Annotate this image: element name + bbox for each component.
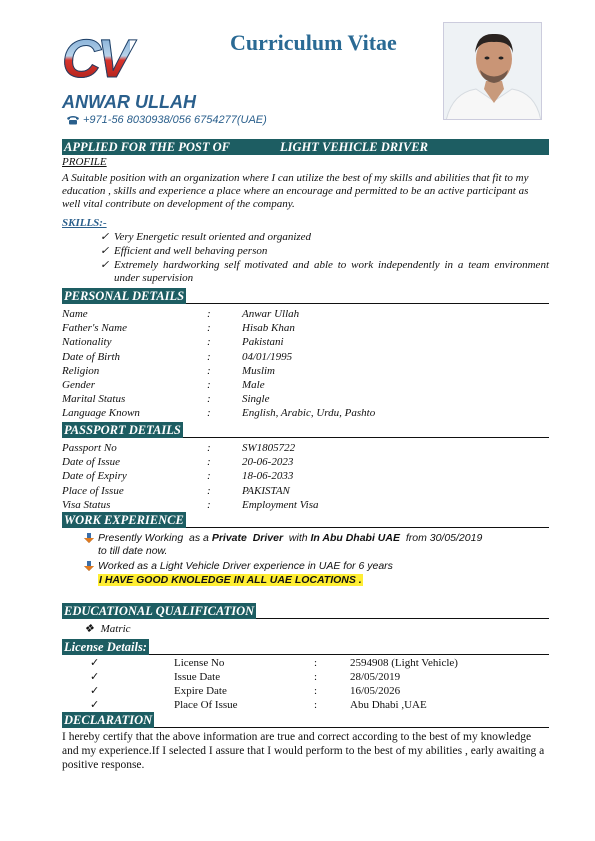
table-row: Date of Expiry : 18-06-2033 <box>62 470 294 483</box>
check-icon: ✓ <box>100 231 110 243</box>
education-section-header <box>62 603 549 619</box>
table-row: Place of Issue : PAKISTAN <box>62 484 290 497</box>
profile-photo <box>443 22 542 120</box>
list-item: ✓ Extremely hardworking self motivated and able to work independently in a team environment under supervision <box>100 259 549 284</box>
cv-logo: CV <box>62 29 130 89</box>
check-icon: ✓ <box>90 671 100 683</box>
license-heading: License Details: <box>64 640 147 654</box>
work-heading: WORK EXPERIENCE <box>64 513 184 527</box>
check-icon: ✓ <box>90 657 100 669</box>
divider <box>183 437 549 438</box>
post-value: LIGHT VEHICLE DRIVER <box>280 139 428 154</box>
candidate-name: ANWAR ULLAH <box>62 92 196 112</box>
list-item: Matric <box>100 623 131 635</box>
table-row: Date of Birth : 04/01/1995 <box>62 350 293 363</box>
license-section-header <box>62 639 549 655</box>
diamond-bullet-icon: ❖ <box>84 623 94 635</box>
divider <box>149 654 549 655</box>
profile-heading: PROFILE <box>62 156 107 168</box>
post-label: APPLIED FOR THE POST OF <box>64 139 230 154</box>
table-row: ✓ Expire Date : 16/05/2026 <box>62 684 549 698</box>
list-item: Worked as a Light Vehicle Driver experience in UAE for 6 years <box>84 560 549 573</box>
personal-details <box>62 307 549 421</box>
table-row: Marital Status : Single <box>62 393 270 406</box>
work-list <box>84 532 549 573</box>
table-row: Name : Anwar Ullah <box>62 308 300 320</box>
check-icon: ✓ <box>90 699 100 711</box>
table-row: Religion : Muslim <box>62 364 275 377</box>
divider <box>256 618 549 619</box>
education-list <box>84 622 131 635</box>
arrow-bullet-icon <box>84 533 94 543</box>
table-row: Passport No : SW1805722 <box>62 442 296 454</box>
skills-heading: SKILLS:- <box>62 217 107 229</box>
phone-line <box>66 114 267 126</box>
arrow-bullet-icon <box>84 561 94 571</box>
telephone-icon <box>66 115 80 125</box>
highlight-note: I HAVE GOOD KNOLEDGE IN ALL UAE LOCATIONS . <box>99 574 362 586</box>
declaration-section-header <box>62 712 549 728</box>
table-row: Date of Issue : 20-06-2023 <box>62 456 294 469</box>
table-row: Visa Status : Employment Visa <box>62 498 319 511</box>
license-details <box>62 656 549 712</box>
passport-section-header <box>62 422 549 438</box>
list-item: ✓ Efficient and well behaving person <box>100 245 268 257</box>
table-row: ✓ Issue Date : 28/05/2019 <box>62 670 549 684</box>
divider <box>186 527 549 528</box>
personal-heading: PERSONAL DETAILS <box>64 289 185 303</box>
table-row: ✓ Place Of Issue : Abu Dhabi ,UAE <box>62 698 549 712</box>
divider <box>186 303 549 304</box>
list-item: ✓ Very Energetic result oriented and organized <box>100 231 312 243</box>
education-heading: EDUCATIONAL QUALIFICATION <box>64 604 255 618</box>
profile-text: A Suitable position with an organization where I can utilize the best of my skills and abilities that fit to my education , skills and experience a place where an encourage and permitted to be an active participant as well vital contribute on development of the company. <box>62 172 529 210</box>
page-title: Curriculum Vitae <box>230 30 397 55</box>
check-icon: ✓ <box>100 245 110 257</box>
declaration-text: I hereby certify that the above information are true and correct according to the best of my knowledge and my experience.If I selected I assure that I would perform to the best of my abilities , early awaiting a positive response. <box>62 731 545 771</box>
list-item: Presently Working as a Private Driver with In Abu Dhabi UAE from 30/05/2019 to till date now. <box>84 532 549 558</box>
table-row: Language Known : English, Arabic, Urdu, Pashto <box>62 407 376 420</box>
table-row: Nationality : Pakistani <box>62 336 284 349</box>
table-row: Gender : Male <box>62 379 265 392</box>
post-bar <box>62 139 549 155</box>
declaration-heading: DECLARATION <box>64 713 153 727</box>
passport-heading: PASSPORT DETAILS <box>64 423 181 437</box>
phone-number: +971-56 8030938/056 6754277(UAE) <box>83 114 267 126</box>
check-icon: ✓ <box>90 685 100 697</box>
check-icon: ✓ <box>100 259 110 271</box>
divider <box>154 727 549 728</box>
passport-details <box>62 441 549 512</box>
work-section-header <box>62 512 549 528</box>
table-row: ✓ License No : 2594908 (Light Vehicle) <box>62 656 549 670</box>
skills-list <box>100 231 549 285</box>
table-row: Father's Name : Hisab Khan <box>62 322 295 335</box>
personal-section-header <box>62 288 549 304</box>
